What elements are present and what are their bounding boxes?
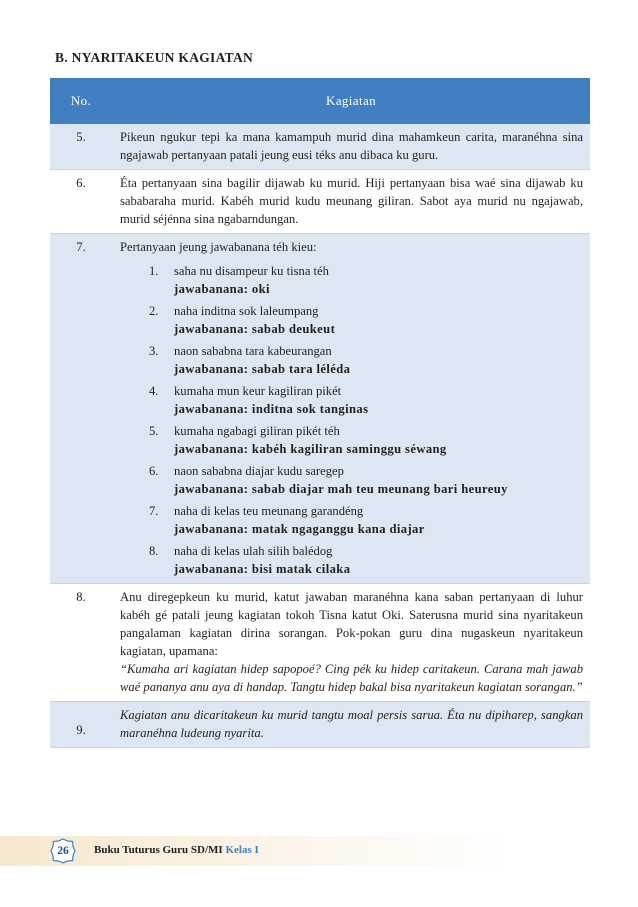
row-text: Anu diregepkeun ku murid, katut jawaban maranéhna kana saban pertanyaan di luhur kabéh gé patali jeung kagiatan tokoh Tisna katut Oki. Saterusna murid sina nyaritakeun pangalaman kagiatan dirina sorangan. Pok-pokan guru dina nugaskeun nyaritakeun kagiatan, upamana: [120,590,583,658]
row-content [112,234,590,584]
answer-text: jawabanana: inditna sok tanginas [174,402,369,416]
page-number: 26 [57,845,69,857]
teacher-quote: “Kumaha ari kagiatan hidep sapopoé? Cing pék ku hidep caritakeun. Carana mah jawab waé pananya anu aya di handap. Tangtu hidep bakal bisa nyaritakeun kagiatan sorangan.” [120,662,583,694]
list-item [120,542,583,578]
question-answer-list [120,262,583,578]
row-number: 5. [50,124,112,170]
item-number: 5. [149,424,159,438]
question-text: saha nu disampeur ku tisna téh [174,264,329,278]
answer-text: jawabanana: sabab diajar mah teu meunang bari heureuy [174,482,508,496]
question-text: kumaha mun keur kagiliran pikét [174,384,342,398]
question-text: naha di kelas teu meunang garandéng [174,504,364,518]
row-number: 8. [50,584,112,702]
row-text: Kagiatan anu dicaritakeun ku murid tangtu moal persis sarua. Éta nu dipiharep, sangkan maranéhna ludeung nyarita. [112,702,590,748]
table-row [50,170,590,234]
table-row [50,702,590,748]
answer-text: jawabanana: bisi matak cilaka [174,562,351,576]
answer-text: jawabanana: sabab deukeut [174,322,336,336]
item-number: 4. [149,384,159,398]
row-number: 6. [50,170,112,234]
list-item [120,302,583,338]
question-text: kumaha ngabagi giliran pikét téh [174,424,340,438]
item-number: 1. [149,264,159,278]
answer-text: jawabanana: sabab tara léléda [174,362,351,376]
footer-title [94,844,259,856]
row-number: 9. [50,702,112,748]
question-text: naon sababna diajar kudu saregep [174,464,344,478]
activity-table [50,78,590,748]
list-item [120,342,583,378]
class-label: Kelas I [225,844,259,856]
item-number: 3. [149,344,159,358]
answer-text: jawabanana: oki [174,282,270,296]
item-number: 7. [149,504,159,518]
item-number: 6. [149,464,159,478]
row-text: Éta pertanyaan sina bagilir dijawab ku murid. Hiji pertanyaan bisa waé sina dijawab ku sababaraha murid. Kabéh murid kudu meunang giliran. Sabot aya murid nu ngajawab, murid séjénna sina ngabarndungan. [112,170,590,234]
list-item [120,462,583,498]
list-item [120,262,583,298]
table-row [50,234,590,584]
list-item [120,382,583,418]
list-item [120,502,583,538]
item-number: 2. [149,304,159,318]
list-item [120,422,583,458]
table-row [50,124,590,170]
answer-text: jawabanana: matak ngaganggu kana diajar [174,522,425,536]
column-header-kagiatan: Kagiatan [112,78,590,124]
row-text: Pikeun ngukur tepi ka mana kamampuh murid dina mahamkeun carita, maranéhna sina ngajawab pertanyaan patali jeung eusi téks anu dibaca ku guru. [112,124,590,170]
question-text: naon sababna tara kabeurangan [174,344,332,358]
table-header-row [50,78,590,124]
row-number: 7. [50,234,112,584]
book-title: Buku Tuturus Guru SD/MI [94,844,223,856]
table-row [50,584,590,702]
question-text: naha inditna sok laleumpang [174,304,319,318]
page-number-badge [50,838,76,864]
column-header-no: No. [50,78,112,124]
section-heading: B. NYARITAKEUN KAGIATAN [55,50,254,65]
question-text: naha di kelas ulah silih balédog [174,544,333,558]
row-intro: Pertanyaan jeung jawabanana téh kieu: [120,240,317,254]
answer-text: jawabanana: kabéh kagiliran saminggu séwang [174,442,447,456]
row-content [112,584,590,702]
item-number: 8. [149,544,159,558]
